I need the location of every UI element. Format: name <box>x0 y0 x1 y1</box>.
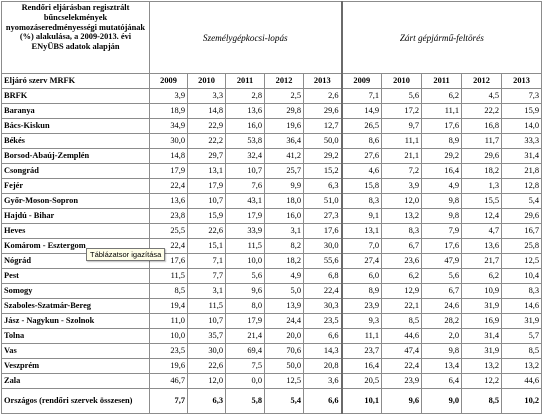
table-cell: 30,3 <box>304 299 342 314</box>
table-cell: 19,6 <box>265 119 304 134</box>
table-cell: 15,2 <box>304 164 342 179</box>
table-row <box>2 209 542 224</box>
table-cell: 69,4 <box>226 344 265 359</box>
table-cell: 16,7 <box>502 224 542 239</box>
table-cell: 47,4 <box>382 344 422 359</box>
table-cell: 24,4 <box>265 314 304 329</box>
table-row <box>2 269 542 284</box>
year-header: 2013 <box>304 74 342 89</box>
table-cell: 29,7 <box>188 149 226 164</box>
year-header: 2011 <box>226 74 265 89</box>
table-cell: 11,1 <box>422 104 462 119</box>
table-cell: 44,6 <box>382 329 422 344</box>
table-cell: 8,5 <box>150 284 188 299</box>
table-cell: 16,0 <box>226 119 265 134</box>
table-cell: 31,9 <box>462 299 502 314</box>
table-cell: 25,7 <box>265 164 304 179</box>
table-cell: 47,9 <box>422 254 462 269</box>
table-cell: 12,2 <box>462 374 502 389</box>
table-cell: 10,4 <box>502 269 542 284</box>
table-cell: 22,2 <box>188 134 226 149</box>
table-cell: 30,0 <box>150 134 188 149</box>
table-cell: 13,1 <box>342 224 382 239</box>
table-row <box>2 314 542 329</box>
table-cell: 8,5 <box>382 314 422 329</box>
table-row <box>2 119 542 134</box>
row-name: Tolna <box>2 329 150 344</box>
year-header: 2012 <box>265 74 304 89</box>
table-row <box>2 284 542 299</box>
table-cell: 12,7 <box>304 119 342 134</box>
table-cell: 27,6 <box>342 149 382 164</box>
table-cell: 5,4 <box>502 194 542 209</box>
table-cell: 4,5 <box>462 89 502 104</box>
table-cell: 22,2 <box>462 104 502 119</box>
table-cell: 22,4 <box>150 239 188 254</box>
row-name: Borsod-Abaúj-Zemplén <box>2 149 150 164</box>
table-cell: 3,3 <box>188 89 226 104</box>
table-cell: 13,1 <box>188 164 226 179</box>
table-cell: 6,2 <box>422 89 462 104</box>
table-cell: 21,8 <box>502 164 542 179</box>
table-cell: 21,1 <box>382 149 422 164</box>
table-cell: 12,5 <box>502 254 542 269</box>
table-cell: 22,4 <box>304 284 342 299</box>
table-cell: 23,8 <box>150 209 188 224</box>
table-cell: 9,3 <box>342 314 382 329</box>
table-cell: 4,6 <box>342 164 382 179</box>
table-row <box>2 299 542 314</box>
table-cell: 15,5 <box>462 194 502 209</box>
year-header: 2011 <box>422 74 462 89</box>
table-cell: 2,5 <box>265 89 304 104</box>
table-cell: 14,0 <box>502 119 542 134</box>
row-name: Baranya <box>2 104 150 119</box>
table-cell: 11,7 <box>462 134 502 149</box>
table-row <box>2 374 542 389</box>
table-cell: 7,7 <box>188 269 226 284</box>
table-cell: 13,9 <box>265 299 304 314</box>
row-name: Nógrád <box>2 254 150 269</box>
table-row <box>2 104 542 119</box>
table-cell: 6,3 <box>304 179 342 194</box>
table-cell: 9,9 <box>265 179 304 194</box>
table-cell: 24,6 <box>422 299 462 314</box>
table-cell: 8,6 <box>342 134 382 149</box>
table-cell: 31,4 <box>462 329 502 344</box>
row-name: Somogy <box>2 284 150 299</box>
table-cell: 16,9 <box>462 314 502 329</box>
table-cell: 55,6 <box>304 254 342 269</box>
table-cell: 11,5 <box>188 299 226 314</box>
table-cell: 22,9 <box>188 119 226 134</box>
table-cell: 2,6 <box>304 89 342 104</box>
table-cell: 5,4 <box>265 389 304 414</box>
table-cell: 7,7 <box>150 389 188 414</box>
table-cell: 13,6 <box>462 239 502 254</box>
table-cell: 51,0 <box>304 194 342 209</box>
table-cell: 7,2 <box>382 164 422 179</box>
table-cell: 4,9 <box>265 269 304 284</box>
table-cell: 1,3 <box>462 179 502 194</box>
table-cell: 29,2 <box>304 149 342 164</box>
table-cell: 12,5 <box>265 374 304 389</box>
table-cell: 23,7 <box>342 344 382 359</box>
table-cell: 2,0 <box>422 329 462 344</box>
table-cell: 23,5 <box>304 314 342 329</box>
table-cell: 3,1 <box>265 224 304 239</box>
table-cell: 22,6 <box>188 359 226 374</box>
table-row <box>2 164 542 179</box>
table-cell: 26,5 <box>342 119 382 134</box>
table-cell: 5,0 <box>265 284 304 299</box>
table-cell: 10,7 <box>188 314 226 329</box>
row-name: Pest <box>2 269 150 284</box>
table-cell: 13,2 <box>462 359 502 374</box>
table-cell: 23,6 <box>382 254 422 269</box>
row-name: Komárom - Esztergom <box>2 239 150 254</box>
table-cell: 15,1 <box>188 239 226 254</box>
table-cell: 16,8 <box>462 119 502 134</box>
table-cell: 6,7 <box>382 239 422 254</box>
table-cell: 22,4 <box>382 359 422 374</box>
table-cell: 17,9 <box>188 179 226 194</box>
table-cell: 6,8 <box>304 269 342 284</box>
table-cell: 9,7 <box>382 119 422 134</box>
table-cell: 10,0 <box>150 329 188 344</box>
table-cell: 17,9 <box>150 164 188 179</box>
table-cell: 14,3 <box>304 344 342 359</box>
row-name: Vas <box>2 344 150 359</box>
table-cell: 5,6 <box>422 269 462 284</box>
table-cell: 8,9 <box>342 284 382 299</box>
table-cell: 22,1 <box>382 299 422 314</box>
year-header: 2012 <box>462 74 502 89</box>
table-cell: 20,8 <box>304 359 342 374</box>
table-cell: 18,9 <box>150 104 188 119</box>
table-cell: 19,6 <box>150 359 188 374</box>
table-cell: 23,9 <box>382 374 422 389</box>
table-cell: 4,7 <box>462 224 502 239</box>
statistics-table <box>1 1 542 414</box>
row-name: Csongrád <box>2 164 150 179</box>
table-cell: 11,5 <box>226 239 265 254</box>
table-cell: 29,2 <box>422 149 462 164</box>
row-name: Szaboles-Szatmár-Bereg <box>2 299 150 314</box>
row-name: Jász - Nagykun - Szolnok <box>2 314 150 329</box>
table-cell: 50,0 <box>265 359 304 374</box>
table-cell: 7,0 <box>342 239 382 254</box>
table-cell: 21,7 <box>462 254 502 269</box>
year-header: 2009 <box>150 74 188 89</box>
table-cell: 18,2 <box>265 254 304 269</box>
year-header: 2010 <box>382 74 422 89</box>
table-cell: 7,3 <box>502 89 542 104</box>
table-row <box>2 344 542 359</box>
table-cell: 16,4 <box>342 359 382 374</box>
table-cell: 25,8 <box>502 239 542 254</box>
table-cell: 12,9 <box>382 284 422 299</box>
table-cell: 5,6 <box>382 89 422 104</box>
table-cell: 23,9 <box>342 299 382 314</box>
row-name: Veszprém <box>2 359 150 374</box>
row-name: Országos (rendőri szervek összesen) <box>2 389 150 414</box>
table-cell: 17,9 <box>226 209 265 224</box>
table-cell: 9,8 <box>422 344 462 359</box>
table-cell: 6,2 <box>382 269 422 284</box>
table-cell: 5,6 <box>226 269 265 284</box>
table-row <box>2 89 542 104</box>
table-cell: 14,6 <box>502 299 542 314</box>
table-cell: 7,6 <box>226 179 265 194</box>
group-header-car-theft: Személygépkocsi-lopás <box>150 2 342 74</box>
table-cell: 8,2 <box>265 239 304 254</box>
table-cell: 20,5 <box>342 374 382 389</box>
table-cell: 29,6 <box>462 149 502 164</box>
table-cell: 3,1 <box>188 284 226 299</box>
table-row <box>2 134 542 149</box>
year-header: 2009 <box>342 74 382 89</box>
table-cell: 10,1 <box>342 389 382 414</box>
table-row <box>2 224 542 239</box>
table-cell: 9,8 <box>422 209 462 224</box>
table-cell: 18,2 <box>462 164 502 179</box>
table-row <box>2 254 542 269</box>
row-name: Fejér <box>2 179 150 194</box>
table-cell: 34,9 <box>150 119 188 134</box>
table-cell: 15,9 <box>502 104 542 119</box>
table-cell: 11,1 <box>382 134 422 149</box>
table-cell: 70,6 <box>265 344 304 359</box>
table-cell: 14,8 <box>150 149 188 164</box>
table-cell: 9,8 <box>422 194 462 209</box>
table-cell: 12,0 <box>188 374 226 389</box>
table-cell: 6,7 <box>422 284 462 299</box>
group-header-row <box>2 2 542 74</box>
table-cell: 53,8 <box>226 134 265 149</box>
group-header-vehicle-breakin: Zárt gépjármű-feltörés <box>342 2 542 74</box>
table-row <box>2 329 542 344</box>
table-cell: 3,6 <box>304 374 342 389</box>
table-cell: 11,5 <box>150 269 188 284</box>
table-cell: 41,2 <box>265 149 304 164</box>
table-cell: 2,8 <box>226 89 265 104</box>
table-cell: 31,9 <box>462 344 502 359</box>
table-cell: 9,6 <box>226 284 265 299</box>
table-total-row <box>2 389 542 414</box>
table-cell: 9,1 <box>342 209 382 224</box>
row-name: Zala <box>2 374 150 389</box>
table-cell: 30,0 <box>304 239 342 254</box>
table-cell: 18,0 <box>265 194 304 209</box>
table-cell: 15,9 <box>188 209 226 224</box>
table-cell: 27,4 <box>342 254 382 269</box>
table-cell: 15,8 <box>342 179 382 194</box>
table-cell: 4,9 <box>422 179 462 194</box>
table-cell: 32,4 <box>226 149 265 164</box>
table-cell: 29,6 <box>304 104 342 119</box>
table-cell: 30,0 <box>188 344 226 359</box>
row-name: Győr-Moson-Sopron <box>2 194 150 209</box>
table-cell: 12,8 <box>502 179 542 194</box>
table-cell: 10,0 <box>226 254 265 269</box>
table-cell: 46,7 <box>150 374 188 389</box>
table-cell: 5,7 <box>502 329 542 344</box>
table-cell: 3,9 <box>382 179 422 194</box>
table-cell: 31,9 <box>502 314 542 329</box>
table-cell: 11,1 <box>342 329 382 344</box>
table-cell: 36,4 <box>265 134 304 149</box>
table-row <box>2 194 542 209</box>
table-cell: 29,8 <box>265 104 304 119</box>
table-cell: 14,9 <box>342 104 382 119</box>
table-cell: 10,2 <box>502 389 542 414</box>
table-cell: 8,9 <box>422 134 462 149</box>
table-cell: 19,4 <box>150 299 188 314</box>
table-cell: 9,0 <box>422 389 462 414</box>
row-name: Békés <box>2 134 150 149</box>
row-name: Bács-Kiskun <box>2 119 150 134</box>
table-cell: 14,8 <box>188 104 226 119</box>
table-cell: 35,7 <box>188 329 226 344</box>
table-cell: 16,0 <box>265 209 304 224</box>
table-cell: 20,0 <box>265 329 304 344</box>
table-cell: 23,5 <box>150 344 188 359</box>
table-cell: 9,6 <box>382 389 422 414</box>
table-cell: 5,8 <box>226 389 265 414</box>
table-cell: 10,7 <box>226 164 265 179</box>
table-cell: 7,1 <box>342 89 382 104</box>
table-row <box>2 149 542 164</box>
table-cell: 3,9 <box>150 89 188 104</box>
table-cell: 8,0 <box>226 299 265 314</box>
table-row <box>2 179 542 194</box>
table-cell: 7,1 <box>188 254 226 269</box>
table-cell: 22,6 <box>188 224 226 239</box>
table-cell: 50,0 <box>304 134 342 149</box>
table-cell: 12,4 <box>462 209 502 224</box>
table-cell: 8,5 <box>462 389 502 414</box>
table-cell: 43,1 <box>226 194 265 209</box>
table-cell: 6,3 <box>188 389 226 414</box>
table-cell: 0,0 <box>226 374 265 389</box>
table-cell: 28,2 <box>422 314 462 329</box>
table-row <box>2 239 542 254</box>
table-cell: 6,2 <box>462 269 502 284</box>
table-cell: 6,6 <box>304 329 342 344</box>
table-cell: 17,6 <box>422 119 462 134</box>
table-cell: 8,3 <box>502 284 542 299</box>
table-cell: 16,4 <box>422 164 462 179</box>
table-cell: 31,4 <box>502 149 542 164</box>
table-cell: 6,4 <box>422 374 462 389</box>
tooltip-row-align: Táblázatsor igazítása <box>86 248 165 261</box>
table-cell: 13,6 <box>150 194 188 209</box>
row-name: Heves <box>2 224 150 239</box>
table-cell: 8,5 <box>502 344 542 359</box>
table-row <box>2 359 542 374</box>
year-header: 2010 <box>188 74 226 89</box>
table-cell: 7,9 <box>422 224 462 239</box>
row-name: BRFK <box>2 89 150 104</box>
year-header-row <box>2 74 542 89</box>
table-cell: 17,6 <box>422 239 462 254</box>
table-cell: 11,0 <box>150 314 188 329</box>
table-cell: 22,4 <box>150 179 188 194</box>
row-label-header: Eljáró szerv MRFK <box>2 74 150 89</box>
table-cell: 17,6 <box>304 224 342 239</box>
table-cell: 12,0 <box>382 194 422 209</box>
table-cell: 8,3 <box>342 194 382 209</box>
table-cell: 13,4 <box>422 359 462 374</box>
table-cell: 27,3 <box>304 209 342 224</box>
table-cell: 17,9 <box>226 314 265 329</box>
table-cell: 17,2 <box>382 104 422 119</box>
table-cell: 33,3 <box>502 134 542 149</box>
table-cell: 7,5 <box>226 359 265 374</box>
table-cell: 13,2 <box>382 209 422 224</box>
table-cell: 13,6 <box>226 104 265 119</box>
table-cell: 6,0 <box>342 269 382 284</box>
table-cell: 44,6 <box>502 374 542 389</box>
table-cell: 8,3 <box>382 224 422 239</box>
year-header: 2013 <box>502 74 542 89</box>
table-cell: 6,6 <box>304 389 342 414</box>
table-cell: 17,6 <box>150 254 188 269</box>
table-intro-title: Rendőri eljárásban regisztrált bűncselekmények nyomozáseredményességi mutatójának (%) alakulása, a 2009-2013. évi ENyÜBS adatok alapján <box>2 2 150 74</box>
table-cell: 13,2 <box>502 359 542 374</box>
table-cell: 10,9 <box>462 284 502 299</box>
table-cell: 21,4 <box>226 329 265 344</box>
table-cell: 25,5 <box>150 224 188 239</box>
table-cell: 10,7 <box>188 194 226 209</box>
row-name: Hajdú - Bihar <box>2 209 150 224</box>
table-cell: 33,9 <box>226 224 265 239</box>
table-cell: 29,6 <box>502 209 542 224</box>
